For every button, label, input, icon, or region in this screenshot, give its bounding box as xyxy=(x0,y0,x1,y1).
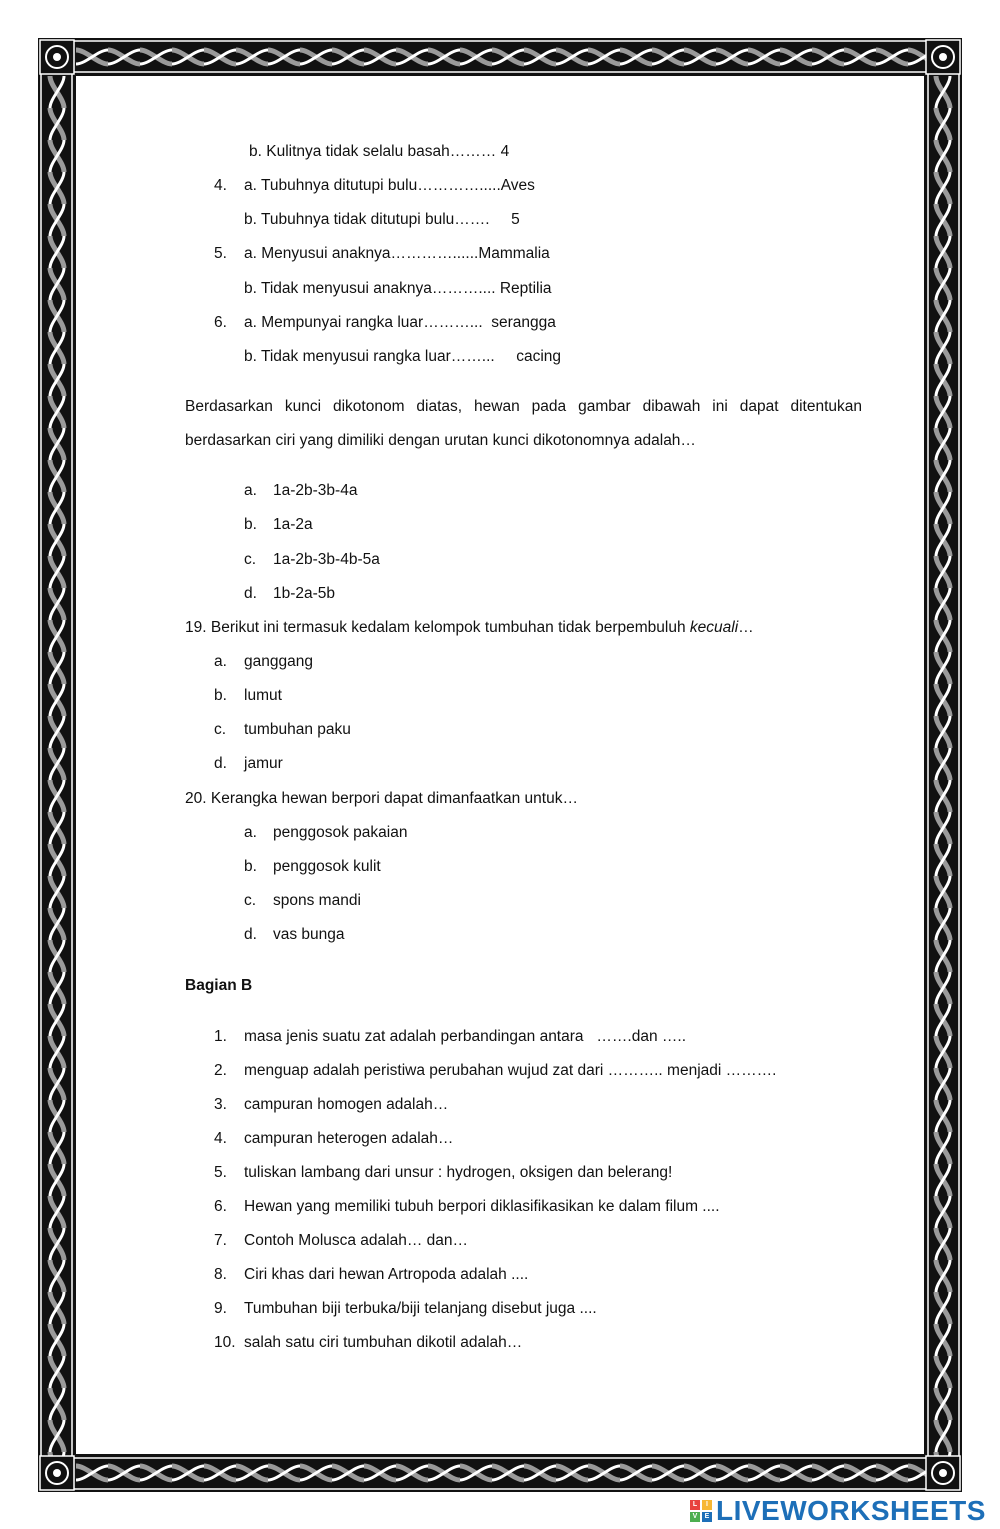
section-b-number: 6. xyxy=(214,1198,227,1215)
section-b-question: tuliskan lambang dari unsur : hydrogen, oksigen dan belerang! xyxy=(244,1164,673,1181)
logo-mark-tile: I xyxy=(702,1500,712,1510)
option-letter: c. xyxy=(214,721,227,738)
border-corner-dot xyxy=(53,53,61,61)
option-text: 1b-2a-5b xyxy=(273,585,336,602)
option-text: vas bunga xyxy=(273,926,345,943)
option-text: ganggang xyxy=(244,653,313,670)
key-line: a. Mempunyai rangka luar………... serangga xyxy=(244,314,556,331)
section-b-number: 9. xyxy=(214,1300,227,1317)
logo-mark-icon xyxy=(690,1500,712,1522)
option-text: spons mandi xyxy=(273,892,361,909)
option-text: penggosok kulit xyxy=(273,858,381,875)
key-line: a. Tubuhnya ditutupi bulu………….....Aves xyxy=(244,177,535,194)
option-letter: d. xyxy=(244,585,257,602)
section-b-number: 2. xyxy=(214,1062,227,1079)
option-letter: b. xyxy=(244,516,257,533)
section-b-number: 3. xyxy=(214,1096,227,1113)
q19-question xyxy=(185,618,754,638)
section-b-number: 1. xyxy=(214,1028,227,1045)
logo-mark-tile: V xyxy=(690,1512,700,1522)
option-letter: d. xyxy=(244,926,257,943)
q18-text-line1: Berdasarkan kunci dikotonom diatas, hewan pada gambar dibawah ini dapat ditentukan xyxy=(185,398,862,415)
liveworksheets-logo xyxy=(690,1493,986,1529)
section-b-number: 7. xyxy=(214,1232,227,1249)
option-letter: a. xyxy=(244,824,257,841)
section-b-number: 8. xyxy=(214,1266,227,1283)
section-b-number: 4. xyxy=(214,1130,227,1147)
option-letter: b. xyxy=(214,687,227,704)
logo-text: LIVEWORKSHEETS xyxy=(716,1495,986,1526)
option-letter: d. xyxy=(214,755,227,772)
key-number: 5. xyxy=(214,245,227,262)
q20-text: Kerangka hewan berpori dapat dimanfaatkan untuk… xyxy=(210,790,578,807)
option-letter: c. xyxy=(244,551,257,568)
key-line: b. Tubuhnya tidak ditutupi bulu……. 5 xyxy=(244,211,520,228)
option-text: jamur xyxy=(244,755,283,772)
option-text: penggosok pakaian xyxy=(273,824,408,841)
key-number: 6. xyxy=(214,314,227,331)
section-b-number: 10. xyxy=(214,1334,236,1351)
q19-text: Berikut ini termasuk kedalam kelompok tumbuhan tidak berpembuluh xyxy=(210,619,690,636)
section-b-question: menguap adalah peristiwa perubahan wujud zat dari ……….. menjadi ………. xyxy=(244,1062,777,1079)
q20-number: 20. xyxy=(185,790,207,807)
section-b-number: 5. xyxy=(214,1164,227,1181)
key-number: 4. xyxy=(214,177,227,194)
option-text: lumut xyxy=(244,687,282,704)
q19-suffix: … xyxy=(738,619,754,636)
key-line: a. Menyusui anaknya…………......Mammalia xyxy=(244,245,550,262)
logo-mark-tile: L xyxy=(690,1500,700,1510)
option-letter: a. xyxy=(244,482,257,499)
section-b-question: Ciri khas dari hewan Artropoda adalah .... xyxy=(244,1266,529,1283)
key-line: b. Tidak menyusui rangka luar……... cacing xyxy=(244,348,562,365)
option-letter: b. xyxy=(244,858,257,875)
option-text: 1a-2b-3b-4b-5a xyxy=(273,551,380,568)
section-b-question: Tumbuhan biji terbuka/biji telanjang disebut juga .... xyxy=(244,1300,597,1317)
q19-number: 19. xyxy=(185,619,207,636)
section-b-question: masa jenis suatu zat adalah perbandingan antara …….dan ….. xyxy=(244,1028,687,1045)
q18-text-line2: berdasarkan ciri yang dimiliki dengan urutan kunci dikotonomnya adalah… xyxy=(185,432,696,449)
option-text: tumbuhan paku xyxy=(244,721,351,738)
section-b-question: Hewan yang memiliki tubuh berpori diklasifikasikan ke dalam filum .... xyxy=(244,1198,720,1215)
option-text: 1a-2b-3b-4a xyxy=(273,482,358,499)
logo-mark-tile: E xyxy=(702,1512,712,1522)
option-letter: c. xyxy=(244,892,257,909)
section-b-title: Bagian B xyxy=(185,977,253,994)
border-corner-dot xyxy=(939,53,947,61)
border-corner-dot xyxy=(53,1469,61,1477)
key-line: b. Kulitnya tidak selalu basah……… 4 xyxy=(249,143,510,160)
section-b-question: campuran homogen adalah… xyxy=(244,1096,449,1113)
option-letter: a. xyxy=(214,653,227,670)
section-b-question: campuran heterogen adalah… xyxy=(244,1130,454,1147)
option-text: 1a-2a xyxy=(273,516,313,533)
key-line: b. Tidak menyusui anaknya……….... Reptilia xyxy=(244,280,552,297)
border-corner-dot xyxy=(939,1469,947,1477)
q20-question xyxy=(185,789,578,809)
section-b-question: salah satu ciri tumbuhan dikotil adalah… xyxy=(244,1334,523,1351)
q19-emphasis: kecuali xyxy=(689,619,739,636)
section-b-question: Contoh Molusca adalah… dan… xyxy=(244,1232,469,1249)
